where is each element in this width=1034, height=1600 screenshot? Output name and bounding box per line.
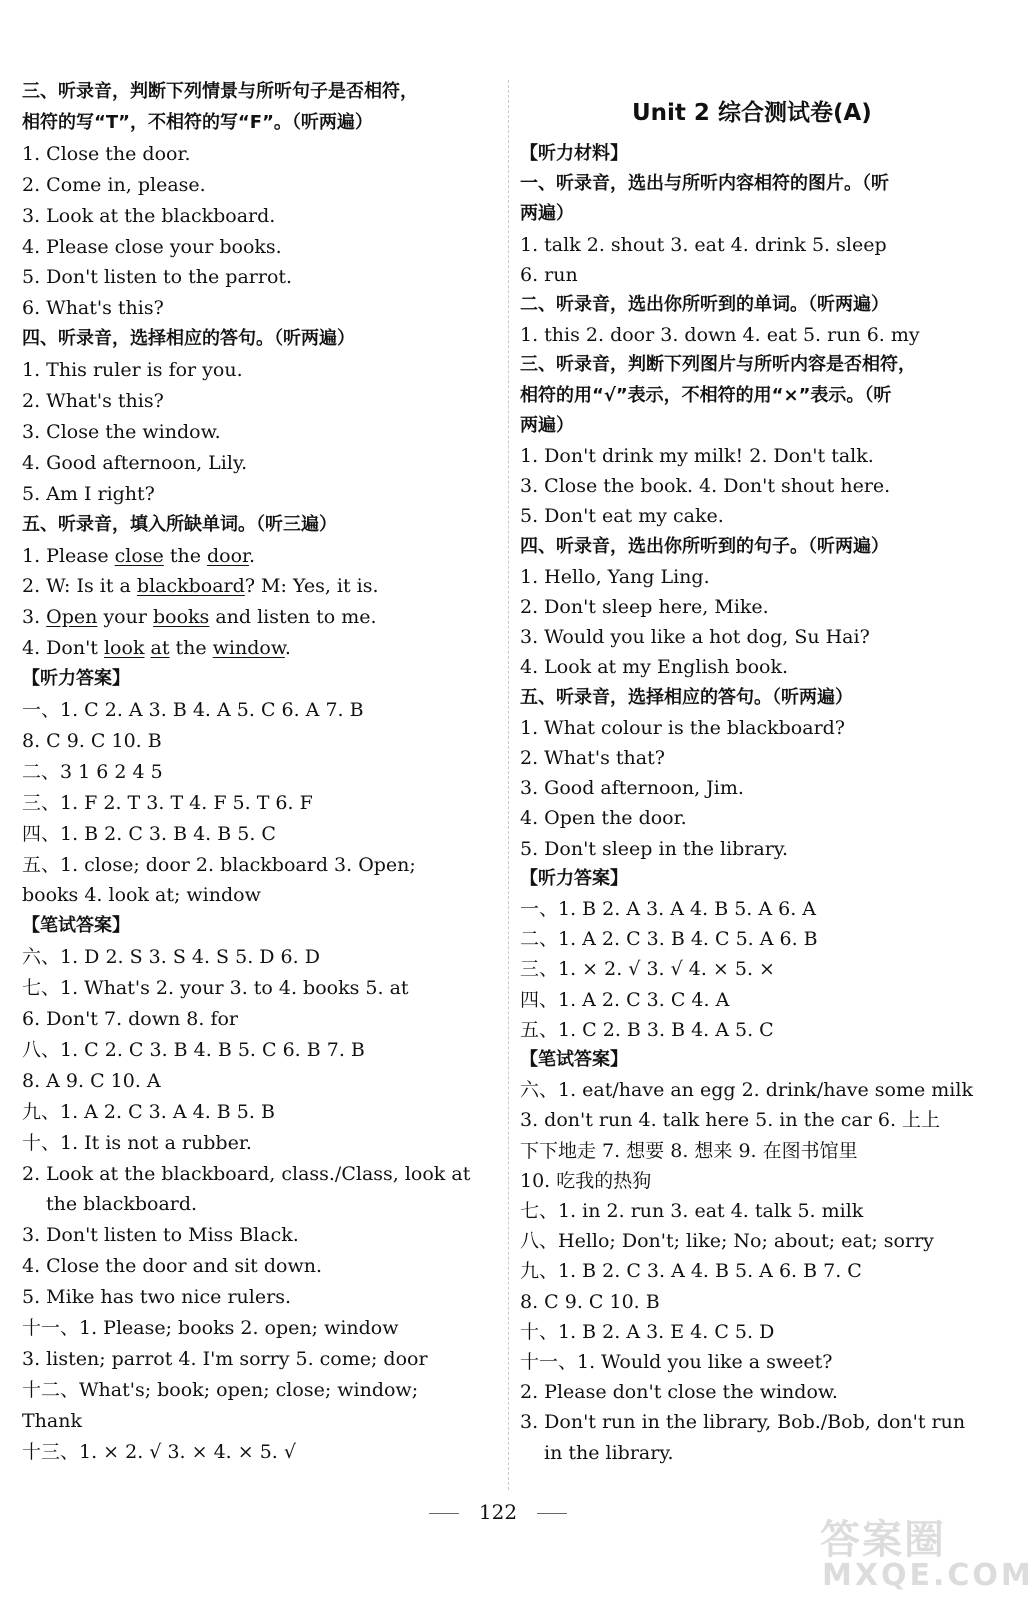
text-line: 1. This ruler is for you. xyxy=(22,359,243,382)
section-heading: 四、听录音，选择相应的答句。（听两遍） xyxy=(22,328,355,350)
block-heading: 【听力答案】 xyxy=(22,668,130,690)
section-heading: 一、听录音，选出与所听内容相符的图片。（听 xyxy=(520,173,889,195)
text-line: 六、1. D 2. S 3. S 4. S 5. D 6. D xyxy=(22,946,320,969)
text-line: 1. What colour is the blackboard? xyxy=(520,716,845,739)
text-line: 10. 吃我的热狗 xyxy=(520,1169,652,1192)
blank-answer: blackboard xyxy=(136,575,245,598)
text-line: 1. Hello, Yang Ling. xyxy=(520,565,710,588)
text-line: 2. Don't sleep here, Mike. xyxy=(520,596,769,618)
text-fragment: ? M: Yes, it is. xyxy=(244,575,379,598)
text-line: 5. Am I right? xyxy=(22,482,155,505)
text-fragment: the xyxy=(163,544,207,567)
watermark-text: MXQE.COM xyxy=(822,1558,1034,1593)
text-line: 2. What's this? xyxy=(22,390,164,412)
text-line: 五、1. C 2. B 3. B 4. A 5. C xyxy=(520,1018,774,1041)
text-line: 3. don't run 4. talk here 5. in the car 6. 上上 xyxy=(520,1109,941,1132)
text-line: 8. C 9. C 10. B xyxy=(520,1290,660,1313)
text-line: 八、Hello; Don't; like; No; about; eat; sorry xyxy=(520,1230,934,1253)
text-line: 2. Look at the blackboard, class./Class, look at xyxy=(22,1162,471,1185)
text-line: 一、1. B 2. A 3. A 4. B 5. A 6. A xyxy=(520,898,817,920)
text-line: Thank xyxy=(22,1409,82,1432)
text-fragment: and listen to me. xyxy=(209,606,377,629)
section-heading: 相符的写“T”，不相符的写“F”。（听两遍） xyxy=(22,111,373,133)
blank-answer: Open xyxy=(46,606,98,629)
text-fragment: 1. Please xyxy=(22,544,115,567)
text-line: 2. Please don't close the window. xyxy=(520,1381,838,1404)
text-line: 二、1. A 2. C 3. B 4. C 5. A 6. B xyxy=(520,928,818,951)
text-line: 4. Look at my English book. xyxy=(520,656,789,679)
blank-answer: close xyxy=(114,544,164,567)
section-heading: 二、听录音，选出你所听到的单词。（听两遍） xyxy=(520,294,889,315)
text-line: 四、1. B 2. C 3. B 4. B 5. C xyxy=(22,822,276,845)
section-heading: 相符的用“√”表示，不相符的用“×”表示。（听 xyxy=(520,384,892,406)
text-line: 4. Open the door. xyxy=(520,807,687,830)
text-line: 3. Close the window. xyxy=(22,420,221,443)
text-line: 五、1. close; door 2. blackboard 3. Open; xyxy=(22,853,416,876)
watermark-logo xyxy=(800,1508,1034,1598)
text-line: 1. talk 2. shout 3. eat 4. drink 5. sleep xyxy=(520,233,887,256)
text-line: 下下地走 7. 想要 8. 想来 9. 在图书馆里 xyxy=(520,1139,858,1162)
text-line: 2. What's that? xyxy=(520,747,665,769)
text-line: 6. What's this? xyxy=(22,297,164,320)
text-line xyxy=(22,574,379,598)
text-line xyxy=(22,605,377,629)
section-heading: 两遍） xyxy=(520,414,574,436)
footer-dash-left xyxy=(429,1513,459,1514)
text-line xyxy=(22,544,255,568)
text-line: 4. Close the door and sit down. xyxy=(22,1255,322,1278)
section-heading: 五、听录音，选择相应的答句。（听两遍） xyxy=(520,686,853,708)
section-heading: 三、听录音，判断下列图片与所听内容是否相符， xyxy=(520,354,916,376)
text-line: 3. Look at the blackboard. xyxy=(22,204,276,227)
text-fragment: 3. xyxy=(22,606,47,629)
text-line: 十一、1. Would you like a sweet? xyxy=(520,1351,833,1373)
text-line: 3. Would you like a hot dog, Su Hai? xyxy=(520,626,870,649)
blank-answer: books xyxy=(152,606,210,629)
text-line: 4. Please close your books. xyxy=(22,235,282,258)
text-line: 十二、What's; book; open; close; window; xyxy=(22,1378,419,1401)
block-heading: 【笔试答案】 xyxy=(520,1049,628,1070)
text-line: 四、1. A 2. C 3. C 4. A xyxy=(520,988,730,1011)
blank-answer: at xyxy=(150,637,170,660)
text-line: 4. Good afternoon, Lily. xyxy=(22,451,248,474)
text-line: in the library. xyxy=(544,1441,674,1464)
block-heading: 【笔试答案】 xyxy=(22,915,130,937)
section-heading: 三、听录音，判断下列情景与所听句子是否相符， xyxy=(22,81,418,102)
text-line: 十、1. It is not a rubber. xyxy=(22,1131,252,1154)
page-number: 122 xyxy=(478,1500,518,1524)
text-line: 6. run xyxy=(520,263,578,286)
text-line: 十、1. B 2. A 3. E 4. C 5. D xyxy=(520,1320,775,1343)
text-line: 5. Don't eat my cake. xyxy=(520,505,724,528)
block-heading: 【听力答案】 xyxy=(520,867,628,889)
text-line: 十三、1. × 2. √ 3. × 4. × 5. √ xyxy=(22,1440,296,1463)
footer-dash-right xyxy=(537,1513,567,1514)
text-line: 九、1. B 2. C 3. A 4. B 5. A 6. B 7. C xyxy=(520,1260,862,1283)
section-heading: 两遍） xyxy=(520,203,574,225)
column-divider xyxy=(508,80,509,1490)
text-fragment: your xyxy=(97,606,153,629)
block-heading: 【听力材料】 xyxy=(520,143,628,164)
section-heading: 五、听录音，填入所缺单词。（听三遍） xyxy=(22,513,337,535)
blank-answer: look xyxy=(103,637,145,660)
text-line: 一、1. C 2. A 3. B 4. A 5. C 6. A 7. B xyxy=(22,699,364,721)
text-line xyxy=(22,636,291,660)
text-line: 1. Don't drink my milk! 2. Don't talk. xyxy=(520,445,874,467)
text-line: 三、1. F 2. T 3. T 4. F 5. T 6. F xyxy=(22,791,313,814)
text-line: the blackboard. xyxy=(46,1193,198,1216)
text-line: 5. Don't sleep in the library. xyxy=(520,837,789,860)
text-line: 2. Come in, please. xyxy=(22,173,206,196)
blank-answer: door xyxy=(207,544,250,567)
text-line: 6. Don't 7. down 8. for xyxy=(22,1008,239,1030)
text-fragment: . xyxy=(249,544,256,567)
text-fragment: the xyxy=(169,637,213,660)
text-line: 1. this 2. door 3. down 4. eat 5. run 6. my xyxy=(520,324,920,347)
text-line: 二、3 1 6 2 4 5 xyxy=(22,760,163,783)
page-title: Unit 2 综合测试卷(A) xyxy=(632,100,872,126)
text-line: 七、1. What's 2. your 3. to 4. books 5. at xyxy=(22,977,409,1000)
text-line: 3. Close the book. 4. Don't shout here. xyxy=(520,475,891,498)
text-line: 5. Mike has two nice rulers. xyxy=(22,1286,291,1309)
text-fragment: 4. Don't xyxy=(22,637,104,660)
text-line: 3. Don't listen to Miss Black. xyxy=(22,1224,299,1247)
text-line: 1. Close the door. xyxy=(22,142,191,165)
text-line: 六、1. eat/have an egg 2. drink/have some milk xyxy=(520,1079,973,1102)
text-line: books 4. look at; window xyxy=(22,884,261,907)
text-line: 3. Good afternoon, Jim. xyxy=(520,777,744,800)
section-heading: 四、听录音，选出你所听到的句子。（听两遍） xyxy=(520,535,889,557)
text-line: 8. A 9. C 10. A xyxy=(22,1069,161,1092)
text-fragment: 2. W: Is it a xyxy=(22,575,137,598)
watermark-mark: 答案圈 xyxy=(820,1517,946,1563)
text-line: 3. Don't run in the library, Bob./Bob, don't run xyxy=(520,1411,966,1434)
text-line: 三、1. × 2. √ 3. √ 4. × 5. × xyxy=(520,958,775,981)
text-line: 八、1. C 2. C 3. B 4. B 5. C 6. B 7. B xyxy=(22,1038,365,1061)
text-line: 5. Don't listen to the parrot. xyxy=(22,266,293,289)
text-fragment: . xyxy=(284,637,291,660)
text-line: 九、1. A 2. C 3. A 4. B 5. B xyxy=(22,1100,275,1123)
text-line: 3. listen; parrot 4. I'm sorry 5. come; door xyxy=(22,1347,428,1370)
blank-answer: window xyxy=(212,637,285,660)
text-line: 十一、1. Please; books 2. open; window xyxy=(22,1317,399,1339)
text-line: 七、1. in 2. run 3. eat 4. talk 5. milk xyxy=(520,1200,864,1222)
text-line: 8. C 9. C 10. B xyxy=(22,729,162,752)
